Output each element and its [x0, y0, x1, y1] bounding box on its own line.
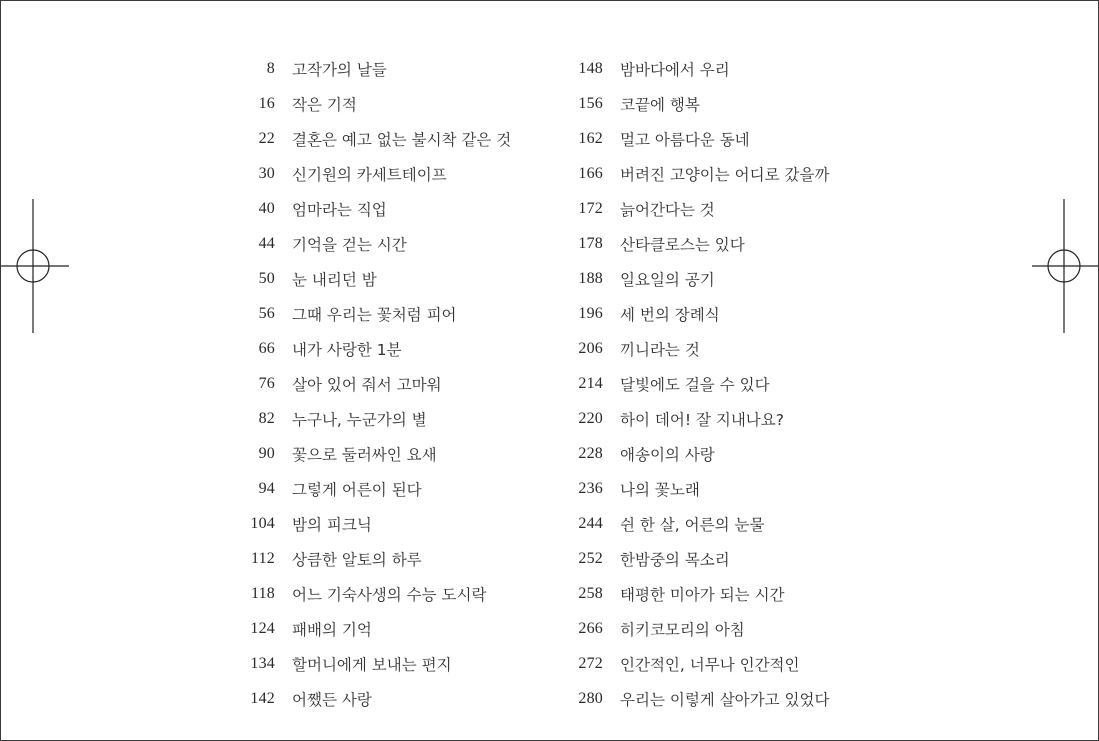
toc-page-number: 220 — [578, 409, 603, 427]
toc-entry-title: 엄마라는 직업 — [292, 200, 387, 219]
toc-page-number: 266 — [578, 619, 603, 637]
toc-entry[interactable] — [561, 681, 891, 716]
toc-page-number: 178 — [578, 234, 603, 252]
toc-page-number: 280 — [578, 689, 603, 707]
toc-page-number: 166 — [578, 164, 603, 182]
toc-page-number: 118 — [250, 584, 275, 602]
toc-entry[interactable] — [561, 226, 891, 261]
toc-entry[interactable] — [561, 541, 891, 576]
toc-page-number: 214 — [578, 374, 603, 392]
toc-entry-title: 할머니에게 보내는 편지 — [292, 655, 452, 674]
toc-entry-title: 작은 기적 — [292, 95, 357, 114]
toc-entry[interactable] — [233, 471, 563, 506]
toc-entry-title: 끼니라는 것 — [620, 340, 700, 359]
toc-entry-title: 세 번의 장례식 — [620, 305, 720, 324]
toc-page-number: 188 — [578, 269, 603, 287]
registration-crosshair-icon — [1032, 199, 1098, 333]
toc-entry[interactable] — [233, 401, 563, 436]
toc-page-number: 196 — [578, 304, 603, 322]
toc-entry[interactable] — [561, 156, 891, 191]
toc-entry-title: 하이 데어! 잘 지내나요? — [620, 410, 784, 429]
toc-entry[interactable] — [233, 296, 563, 331]
toc-page-number: 206 — [578, 339, 603, 357]
toc-entry-title: 그때 우리는 꽃처럼 피어 — [292, 305, 457, 324]
toc-entry-title: 패배의 기억 — [292, 620, 372, 639]
toc-entry[interactable] — [561, 296, 891, 331]
toc-page-number: 94 — [258, 479, 275, 497]
toc-page-number: 90 — [258, 444, 275, 462]
toc-page-number: 258 — [578, 584, 603, 602]
toc-entry-title: 살아 있어 줘서 고마워 — [292, 375, 442, 394]
toc-entry-title: 상큼한 알토의 하루 — [292, 550, 422, 569]
toc-page-number: 228 — [578, 444, 603, 462]
toc-entry[interactable] — [561, 401, 891, 436]
toc-entry-title: 달빛에도 걸을 수 있다 — [620, 375, 770, 394]
toc-entry[interactable] — [233, 86, 563, 121]
toc-entry[interactable] — [561, 191, 891, 226]
toc-entry[interactable] — [233, 261, 563, 296]
toc-page-number: 236 — [578, 479, 603, 497]
toc-page-number: 272 — [578, 654, 603, 672]
toc-page-number: 244 — [578, 514, 603, 532]
toc-left-column — [233, 51, 563, 716]
toc-page-number: 148 — [578, 59, 603, 77]
toc-page-number: 40 — [258, 199, 275, 217]
toc-entry-title: 나의 꽃노래 — [620, 480, 700, 499]
toc-entry[interactable] — [561, 471, 891, 506]
toc-entry-title: 눈 내리던 밤 — [292, 270, 377, 289]
toc-page-number: 112 — [250, 549, 275, 567]
toc-page-number: 56 — [258, 304, 275, 322]
toc-entry-title: 인간적인, 너무나 인간적인 — [620, 655, 800, 674]
toc-entry[interactable] — [561, 366, 891, 401]
toc-entry-title: 쉰 한 살, 어른의 눈물 — [620, 515, 765, 534]
toc-entry[interactable] — [233, 681, 563, 716]
toc-entry[interactable] — [233, 541, 563, 576]
toc-entry[interactable] — [561, 646, 891, 681]
toc-entry[interactable] — [561, 506, 891, 541]
toc-entry-title: 결혼은 예고 없는 불시착 같은 것 — [292, 130, 512, 149]
toc-right-column — [561, 51, 891, 716]
toc-page-number: 76 — [258, 374, 275, 392]
toc-entry[interactable] — [561, 331, 891, 366]
toc-entry[interactable] — [233, 121, 563, 156]
toc-entry[interactable] — [561, 261, 891, 296]
toc-page-number: 66 — [258, 339, 275, 357]
toc-entry[interactable] — [233, 156, 563, 191]
toc-entry-title: 그렇게 어른이 된다 — [292, 480, 422, 499]
toc-entry[interactable] — [233, 506, 563, 541]
toc-entry[interactable] — [233, 51, 563, 86]
toc-entry-title: 밤의 피크닉 — [292, 515, 372, 534]
toc-page-number: 124 — [250, 619, 275, 637]
toc-page-number: 252 — [578, 549, 603, 567]
toc-entry[interactable] — [233, 576, 563, 611]
toc-entry[interactable] — [233, 226, 563, 261]
toc-page-number: 104 — [250, 514, 275, 532]
toc-entry-title: 늙어간다는 것 — [620, 200, 715, 219]
toc-entry-title: 한밤중의 목소리 — [620, 550, 730, 569]
toc-page-number: 172 — [578, 199, 603, 217]
toc-entry-title: 태평한 미아가 되는 시간 — [620, 585, 785, 604]
toc-entry-title: 애송이의 사랑 — [620, 445, 715, 464]
toc-page-number: 142 — [250, 689, 275, 707]
toc-entry-title: 고작가의 날들 — [292, 60, 387, 79]
toc-page-number: 22 — [258, 129, 275, 147]
toc-entry[interactable] — [233, 611, 563, 646]
toc-entry[interactable] — [233, 191, 563, 226]
toc-entry[interactable] — [233, 366, 563, 401]
toc-entry-title: 어쨌든 사랑 — [292, 690, 372, 709]
toc-entry-title: 어느 기숙사생의 수능 도시락 — [292, 585, 487, 604]
registration-crosshair-icon — [1, 199, 69, 333]
toc-entry-title: 멀고 아름다운 동네 — [620, 130, 750, 149]
toc-entry-title: 신기원의 카세트테이프 — [292, 165, 447, 184]
toc-entry-title: 버려진 고양이는 어디로 갔을까 — [620, 165, 830, 184]
toc-entry-title: 히키코모리의 아침 — [620, 620, 745, 639]
toc-page-number: 50 — [258, 269, 275, 287]
toc-entry[interactable] — [233, 331, 563, 366]
toc-entry[interactable] — [561, 121, 891, 156]
toc-page-number: 82 — [258, 409, 275, 427]
toc-page-number: 8 — [266, 59, 275, 77]
toc-page-number: 156 — [578, 94, 603, 112]
toc-entry-title: 밤바다에서 우리 — [620, 60, 730, 79]
toc-entry-title: 우리는 이렇게 살아가고 있었다 — [620, 690, 830, 709]
toc-entry-title: 누구나, 누군가의 별 — [292, 410, 427, 429]
toc-entry-title: 일요일의 공기 — [620, 270, 715, 289]
toc-entry[interactable] — [561, 86, 891, 121]
toc-entry-title: 내가 사랑한 1분 — [292, 340, 402, 359]
toc-page-number: 30 — [258, 164, 275, 182]
toc-entry-title: 꽃으로 둘러싸인 요새 — [292, 445, 437, 464]
toc-entry-title: 코끝에 행복 — [620, 95, 700, 114]
toc-entry[interactable] — [561, 611, 891, 646]
toc-page-number: 16 — [258, 94, 275, 112]
toc-page-number: 134 — [250, 654, 275, 672]
toc-entry[interactable] — [561, 576, 891, 611]
toc-page-number: 44 — [258, 234, 275, 252]
toc-entry[interactable] — [233, 436, 563, 471]
toc-entry-title: 기억을 걷는 시간 — [292, 235, 407, 254]
toc-page-number: 162 — [578, 129, 603, 147]
toc-entry-title: 산타클로스는 있다 — [620, 235, 745, 254]
toc-entry[interactable] — [561, 436, 891, 471]
toc-entry[interactable] — [233, 646, 563, 681]
toc-entry[interactable] — [561, 51, 891, 86]
